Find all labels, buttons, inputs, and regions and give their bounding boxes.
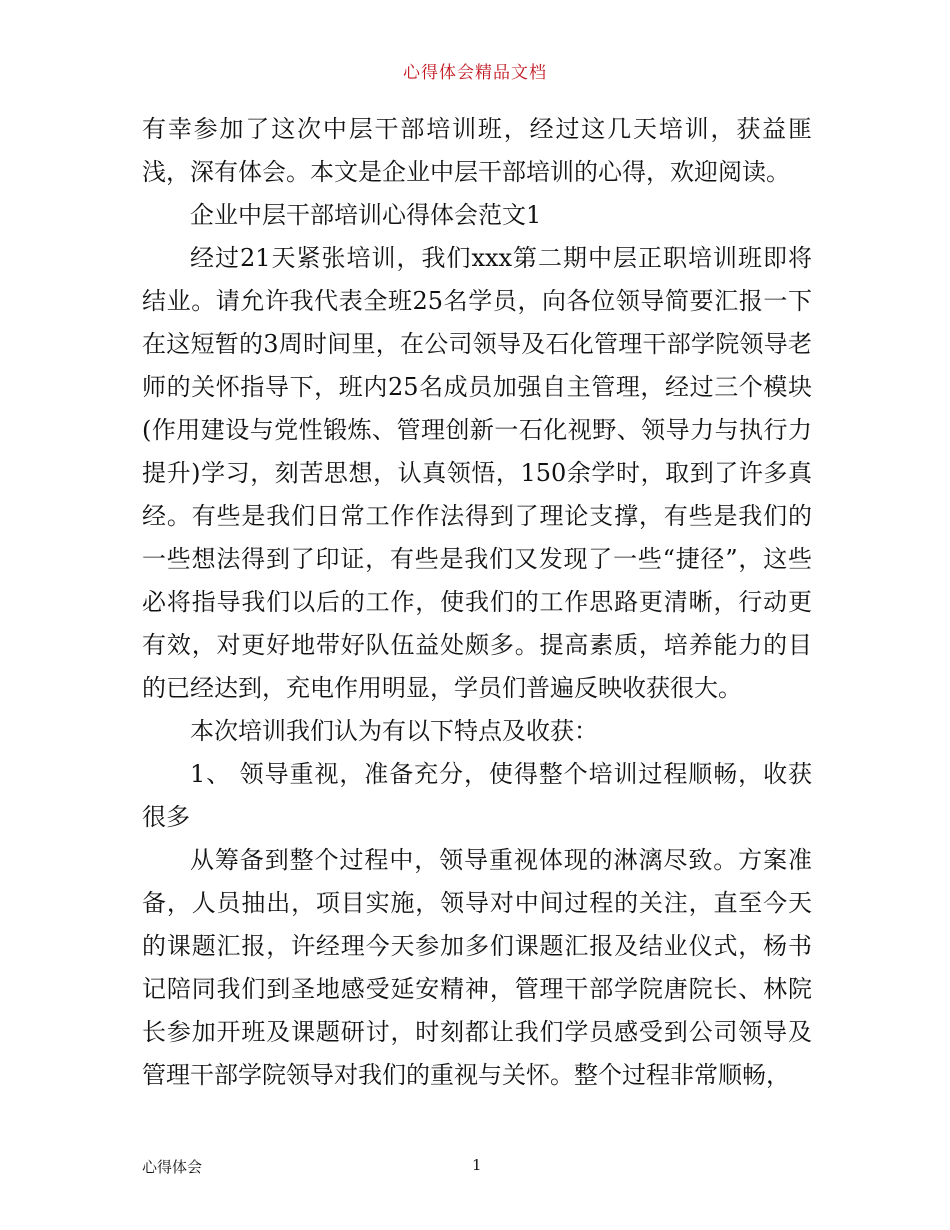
paragraph-features-intro: 本次培训我们认为有以下特点及收获： [190,717,598,745]
page-number: 1 [472,1156,482,1174]
paragraph-intro: 有幸参加了这次中层干部培训班，经过这几天培训，获益匪浅，深有体会。本文是企业中层干部培训的心得，欢迎阅读。 [142,115,812,186]
document-body [142,108,812,1097]
paragraph-details: 从筹备到整个过程中，领导重视体现的淋漓尽致。方案准备，人员抽出，项目实施，领导对中间过程的关注，直至今天的课题汇报，许经理今天参加多们课题汇报及结业仪式，杨书记陪同我们到圣地感受延安精神，管理干部学院唐院长、林院长参加开班及课题研讨，时刻都让我们学员感受到公司领导及管理干部学院领导对我们的重视与关怀。整个过程非常顺畅， [142,846,812,1089]
page-header-title: 心得体会精品文档 [403,63,547,83]
list-item-1-heading: 1、 领导重视，准备充分，使得整个培训过程顺畅，收获很多 [142,760,812,831]
section-title: 企业中层干部培训心得体会范文1 [190,201,542,229]
paragraph-summary: 经过21天紧张培训，我们xxx第二期中层正职培训班即将结业。请允许我代表全班25名学员，向各位领导简要汇报一下在这短暂的3周时间里，在公司领导及石化管理干部学院领导老师的关怀指导下，班内25名成员加强自主管理，经过三个模块(作用建设与党性锻炼、管理创新一石化视野、领导力与执行力提升)学习，刻苦思想，认真领悟，150余学时，取到了许多真经。有些是我们日常工作作法得到了理论支撑，有些是我们的一些想法得到了印证，有些是我们又发现了一些“捷径”，这些必将指导我们以后的工作，使我们的工作思路更清晰，行动更有效，对更好地带好队伍益处颇多。提高素质，培养能力的目的已经达到，充电作用明显，学员们普遍反映收获很大。 [142,244,812,702]
footer-label: 心得体会 [142,1158,203,1176]
